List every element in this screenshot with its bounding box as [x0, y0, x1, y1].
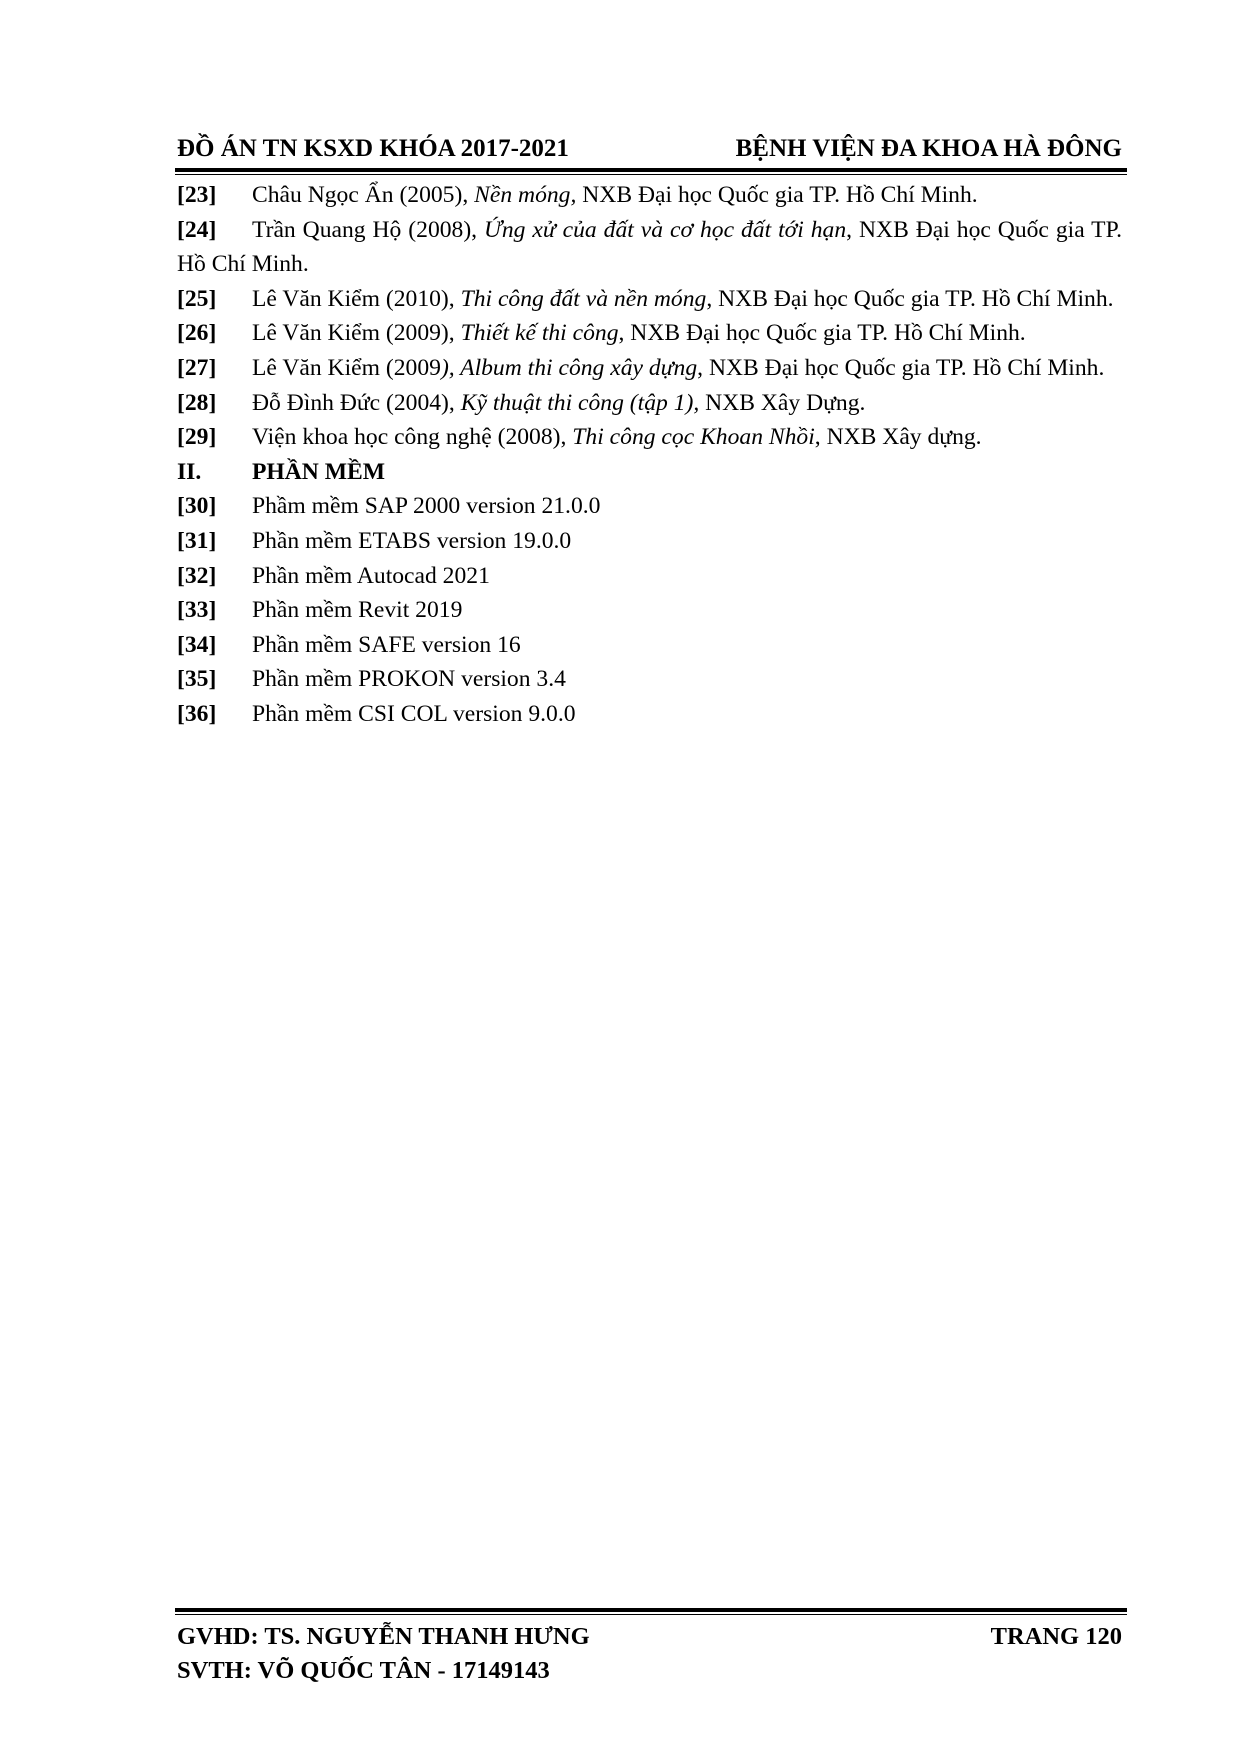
reference-number: [33]: [177, 597, 217, 624]
reference-title: ), Album thi công xây dựng: [440, 354, 698, 381]
reference-number: [23]: [177, 182, 217, 208]
section-heading: [177, 455, 1122, 490]
reference-number: [25]: [177, 285, 217, 312]
reference-title: Thi công cọc Khoan Nhồi: [572, 424, 815, 451]
header-rule: [175, 168, 1127, 175]
reference-title: Nền móng,: [474, 182, 577, 208]
reference-number: [30]: [177, 493, 217, 520]
reference-number: [28]: [177, 389, 217, 416]
reference-author: Châu Ngọc Ẩn (2005),: [252, 182, 475, 208]
reference-text: Phần mềm ETABS version 19.0.0: [252, 527, 572, 554]
reference-author: Đỗ Đình Đức (2004),: [252, 389, 461, 416]
section-title: PHẦN MỀM: [252, 458, 386, 485]
reference-text: Phần mềm CSI COL version 9.0.0: [252, 700, 576, 727]
reference-number: [34]: [177, 631, 217, 658]
reference-item: [177, 593, 1122, 628]
reference-number: [36]: [177, 700, 217, 727]
reference-item: [177, 213, 1122, 282]
reference-number: [31]: [177, 527, 217, 554]
reference-publisher: , NXB Xây dựng.: [814, 424, 982, 451]
reference-item: [177, 697, 1122, 732]
reference-number: [29]: [177, 424, 217, 451]
reference-publisher: NXB Xây Dựng.: [699, 389, 866, 416]
page-header: [177, 132, 1122, 166]
reference-item: [177, 386, 1122, 421]
reference-number: [32]: [177, 562, 217, 589]
reference-item: [177, 420, 1122, 455]
footer-rule: [175, 1608, 1127, 1615]
section-number: II.: [177, 458, 202, 485]
reference-text: Phầm mềm SAP 2000 version 21.0.0: [252, 493, 601, 520]
reference-number: [27]: [177, 354, 217, 381]
reference-list: [177, 178, 1122, 732]
reference-item: [177, 282, 1122, 317]
reference-publisher: , NXB Đại học Quốc gia TP. Hồ Chí Minh.: [618, 320, 1026, 347]
header-building: BỆNH VIỆN ĐA KHOA HÀ ĐÔNG: [735, 135, 1122, 162]
reference-title: Ứng xử của đất và cơ học đất tới hạn: [484, 216, 847, 243]
reference-text: Phần mềm SAFE version 16: [252, 631, 521, 658]
reference-publisher: NXB Đại học Quốc gia TP. Hồ Chí Minh.: [576, 182, 978, 208]
reference-title: Thi công đất và nền móng: [460, 285, 707, 312]
footer-student: SVTH: VÕ QUỐC TÂN - 17149143: [177, 1657, 550, 1684]
reference-item: [177, 559, 1122, 594]
reference-item: [177, 524, 1122, 559]
reference-item: [177, 351, 1122, 386]
reference-publisher: , NXB Đại học Quốc gia TP. Hồ Chí Minh.: [697, 354, 1105, 381]
reference-author: Lê Văn Kiểm (2009),: [252, 320, 461, 347]
reference-group-software: [177, 489, 1122, 731]
reference-number: [35]: [177, 666, 217, 693]
page-footer: [177, 1620, 1122, 1688]
reference-text: Phần mềm PROKON version 3.4: [252, 666, 566, 693]
reference-text: Phần mềm Autocad 2021: [252, 562, 490, 589]
reference-item: [177, 316, 1122, 351]
reference-author: Viện khoa học công nghệ (2008),: [252, 424, 573, 451]
reference-author: Lê Văn Kiểm (2010),: [252, 285, 461, 312]
reference-author: Lê Văn Kiểm (2009: [252, 354, 441, 381]
reference-publisher: , NXB Đại học Quốc gia TP. Hồ Chí Minh.: [177, 216, 1123, 278]
reference-number: [24]: [177, 216, 217, 243]
reference-publisher: , NXB Đại học Quốc gia TP. Hồ Chí Minh.: [706, 285, 1114, 312]
reference-number: [26]: [177, 320, 217, 347]
reference-item: [177, 489, 1122, 524]
footer-advisor: GVHD: TS. NGUYỄN THANH HƯNG: [177, 1623, 590, 1650]
reference-item: [177, 628, 1122, 663]
reference-title: Kỹ thuật thi công (tập 1),: [460, 389, 700, 416]
header-project: ĐỒ ÁN TN KSXD KHÓA 2017-2021: [177, 135, 569, 162]
footer-page-number: TRANG 120: [990, 1623, 1122, 1650]
reference-item: [177, 178, 1122, 213]
reference-title: Thiết kế thi công: [460, 320, 619, 347]
reference-group-books: [177, 178, 1122, 455]
reference-item: [177, 662, 1122, 697]
reference-text: Phần mềm Revit 2019: [252, 597, 463, 624]
reference-author: Trần Quang Hộ (2008),: [252, 216, 485, 243]
